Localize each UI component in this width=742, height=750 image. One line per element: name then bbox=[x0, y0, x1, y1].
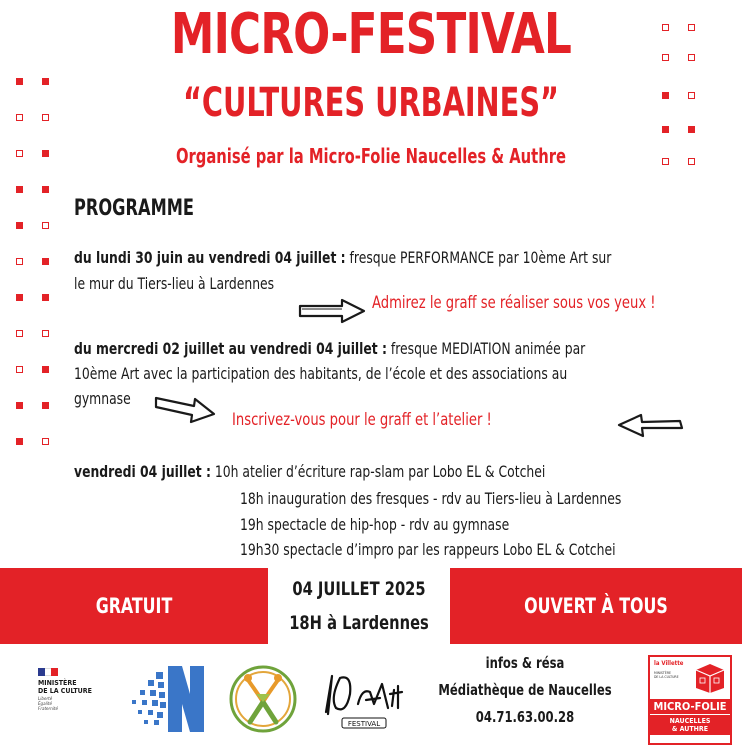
microfolie-place: NAUCELLES & AUTHRE bbox=[650, 715, 730, 735]
festival-title: MICRO-FESTIVAL bbox=[170, 2, 572, 67]
band-left bbox=[0, 568, 268, 644]
event-2-line-3: gymnase bbox=[74, 389, 131, 408]
event-2-date: du mercredi 02 juillet au vendredi 04 juillet : bbox=[74, 339, 387, 358]
event-3-item-4: 19h30 spectacle d’impro par les rappeurs Lobo EL & Cotchei bbox=[240, 540, 616, 559]
event-1-note: Admirez le graff se réaliser sous vos yeux ! bbox=[372, 293, 656, 313]
open-to-all-label: OUVERT À TOUS bbox=[524, 594, 668, 618]
villette-label: la Villette bbox=[654, 660, 684, 667]
red-cube-icon bbox=[690, 660, 726, 694]
naucelles-n-logo bbox=[126, 660, 208, 736]
festival-subtitle: “CULTURES URBAINES” bbox=[183, 80, 559, 126]
event-3-item-3: 19h spectacle de hip-hop - rdv au gymnase bbox=[240, 515, 510, 534]
event-1-line-1 bbox=[74, 246, 611, 270]
event-2-note: Inscrivez-vous pour le graff et l’atelier ! bbox=[232, 410, 492, 430]
event-place: 18H à Lardennes bbox=[289, 612, 429, 634]
french-flag-icon bbox=[38, 668, 58, 676]
event-1-date: du lundi 30 juin au vendredi 04 juillet : bbox=[74, 248, 346, 267]
event-date: 04 JUILLET 2025 bbox=[292, 578, 426, 600]
event-1-line-2: le mur du Tiers-lieu à Lardennes bbox=[74, 274, 275, 293]
event-2-line-1 bbox=[74, 337, 585, 361]
organizer-line: Organisé par la Micro-Folie Naucelles & Authre bbox=[175, 144, 567, 168]
villette-ministere: MINISTÈRE DE LA CULTURE bbox=[654, 671, 679, 679]
dixieme-art-festival-logo bbox=[318, 664, 410, 730]
event-2-text: fresque MEDIATION animée par bbox=[386, 339, 586, 358]
micro-folie-logo bbox=[648, 655, 732, 745]
event-3-date: vendredi 04 juillet : bbox=[74, 462, 211, 481]
free-label: GRATUIT bbox=[95, 594, 173, 618]
dixieme-art-sub: FESTIVAL bbox=[347, 720, 381, 728]
ministere-motto: Liberté Égalité Fraternité bbox=[38, 697, 58, 712]
circle-people-logo bbox=[228, 664, 298, 734]
info-phone: 04.71.63.00.28 bbox=[475, 708, 575, 726]
event-3-line-1 bbox=[74, 460, 545, 484]
arrow-right-icon bbox=[154, 392, 218, 426]
programme-heading: PROGRAMME bbox=[74, 196, 194, 221]
band-center bbox=[268, 568, 450, 644]
info-mediatheque: Médiathèque de Naucelles bbox=[438, 681, 612, 699]
arrow-right-icon bbox=[298, 297, 368, 325]
ministere-logo bbox=[38, 668, 108, 712]
event-3-item-2: 18h inauguration des fresques - rdv au Tiers-lieu à Lardennes bbox=[240, 489, 622, 508]
band-right bbox=[450, 568, 742, 644]
microfolie-title: MICRO-FOLIE bbox=[650, 699, 730, 714]
ministere-name: MINISTÈRE DE LA CULTURE bbox=[38, 679, 92, 695]
event-2-line-2: 10ème Art avec la participation des habitants, de l’école et des associations au bbox=[74, 364, 568, 383]
event-3-item-1: 10h atelier d’écriture rap-slam par Lobo EL & Cotchei bbox=[214, 462, 546, 481]
arrow-left-icon bbox=[616, 412, 684, 444]
info-label: infos & résa bbox=[485, 654, 565, 672]
event-1-text: fresque PERFORMANCE par 10ème Art sur bbox=[345, 248, 612, 267]
